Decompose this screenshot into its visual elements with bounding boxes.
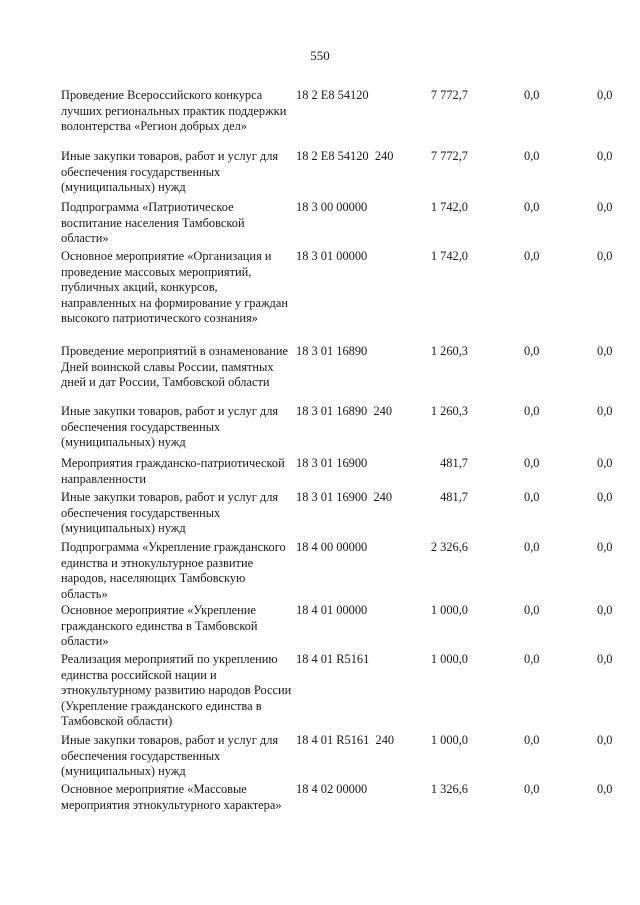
- row-value-2: 0,0: [597, 540, 613, 554]
- row-code: 18 4 01 R5161: [296, 652, 370, 666]
- page-number: 550: [310, 48, 330, 63]
- row-amount: 1 742,0: [430, 249, 468, 263]
- row-value-2: 0,0: [597, 603, 613, 617]
- row-value-1: 0,0: [524, 603, 540, 617]
- row-code: 18 3 01 00000: [296, 249, 368, 263]
- row-name: Основное мероприятие «Массовые мероприятия этнокультурного характера»: [61, 782, 282, 812]
- row-code: 18 2 Е8 54120: [296, 88, 369, 102]
- row-value-1: 0,0: [524, 344, 540, 358]
- row-name: Подпрограмма «Укрепление гражданского единства и этнокультурное развитие народов, населяющих Тамбовскую область»: [61, 540, 286, 601]
- row-code: 18 4 01 00000: [296, 603, 368, 617]
- row-value-2: 0,0: [597, 652, 613, 666]
- row-value-2: 0,0: [597, 200, 613, 214]
- row-amount: 7 772,7: [430, 149, 468, 163]
- row-code: 18 4 01 R5161 240: [296, 733, 395, 747]
- row-value-1: 0,0: [524, 200, 540, 214]
- row-name: Реализация мероприятий по укреплению единства российской нации и этнокультурному развитию народов России (Укрепление гражданского единства в Тамбовской области): [61, 652, 292, 728]
- row-code: 18 3 01 16900 240: [296, 490, 393, 504]
- row-amount: 481,7: [440, 490, 468, 504]
- row-amount: 1 260,3: [430, 344, 468, 358]
- row-name: Проведение мероприятий в ознаменование Дней воинской славы России, памятных дней и дат России, Тамбовской области: [61, 344, 289, 389]
- row-amount: 1 742,0: [430, 200, 468, 214]
- row-code: 18 4 02 00000: [296, 782, 368, 796]
- row-value-2: 0,0: [597, 344, 613, 358]
- row-value-1: 0,0: [524, 540, 540, 554]
- row-amount: 1 260,3: [430, 404, 468, 418]
- row-name: Иные закупки товаров, работ и услуг для обеспечения государственных (муниципальных) нужд: [61, 149, 279, 194]
- row-name: Подпрограмма «Патриотическое воспитание населения Тамбовской области»: [61, 200, 245, 245]
- row-code: 18 3 01 16900: [296, 456, 368, 470]
- row-amount: 1 326,6: [430, 782, 468, 796]
- row-name: Иные закупки товаров, работ и услуг для обеспечения государственных (муниципальных) нужд: [61, 404, 279, 449]
- row-value-2: 0,0: [597, 490, 613, 504]
- row-value-1: 0,0: [524, 490, 540, 504]
- row-value-2: 0,0: [597, 456, 613, 470]
- row-value-2: 0,0: [597, 733, 613, 747]
- row-amount: 7 772,7: [430, 88, 468, 102]
- row-value-2: 0,0: [597, 249, 613, 263]
- row-code: 18 3 00 00000: [296, 200, 368, 214]
- row-name: Иные закупки товаров, работ и услуг для обеспечения государственных (муниципальных) нужд: [61, 733, 279, 778]
- row-value-1: 0,0: [524, 249, 540, 263]
- row-value-2: 0,0: [597, 88, 613, 102]
- row-amount: 2 326,6: [430, 540, 468, 554]
- row-name: Иные закупки товаров, работ и услуг для обеспечения государственных (муниципальных) нужд: [61, 490, 279, 535]
- row-name: Мероприятия гражданско-патриотической направленности: [61, 456, 285, 486]
- row-value-1: 0,0: [524, 149, 540, 163]
- row-code: 18 3 01 16890: [296, 344, 368, 358]
- row-value-1: 0,0: [524, 652, 540, 666]
- row-name: Основное мероприятие «Организация и проведение массовых мероприятий, публичных акций, конкурсов, направленных на формирование у граждан высокого патриотического сознания»: [61, 249, 288, 325]
- row-code: 18 2 Е8 54120 240: [296, 149, 394, 163]
- row-amount: 481,7: [440, 456, 468, 470]
- row-value-1: 0,0: [524, 782, 540, 796]
- row-name: Проведение Всероссийского конкурса лучших региональных практик поддержки волонтерства «Регион добрых дел»: [61, 88, 287, 133]
- row-value-1: 0,0: [524, 88, 540, 102]
- row-amount: 1 000,0: [430, 652, 468, 666]
- row-amount: 1 000,0: [430, 733, 468, 747]
- row-value-1: 0,0: [524, 733, 540, 747]
- row-value-2: 0,0: [597, 149, 613, 163]
- row-code: 18 4 00 00000: [296, 540, 368, 554]
- row-code: 18 3 01 16890 240: [296, 404, 393, 418]
- row-amount: 1 000,0: [430, 603, 468, 617]
- row-value-1: 0,0: [524, 404, 540, 418]
- row-name: Основное мероприятие «Укрепление гражданского единства в Тамбовской области»: [61, 603, 258, 648]
- row-value-2: 0,0: [597, 782, 613, 796]
- row-value-2: 0,0: [597, 404, 613, 418]
- row-value-1: 0,0: [524, 456, 540, 470]
